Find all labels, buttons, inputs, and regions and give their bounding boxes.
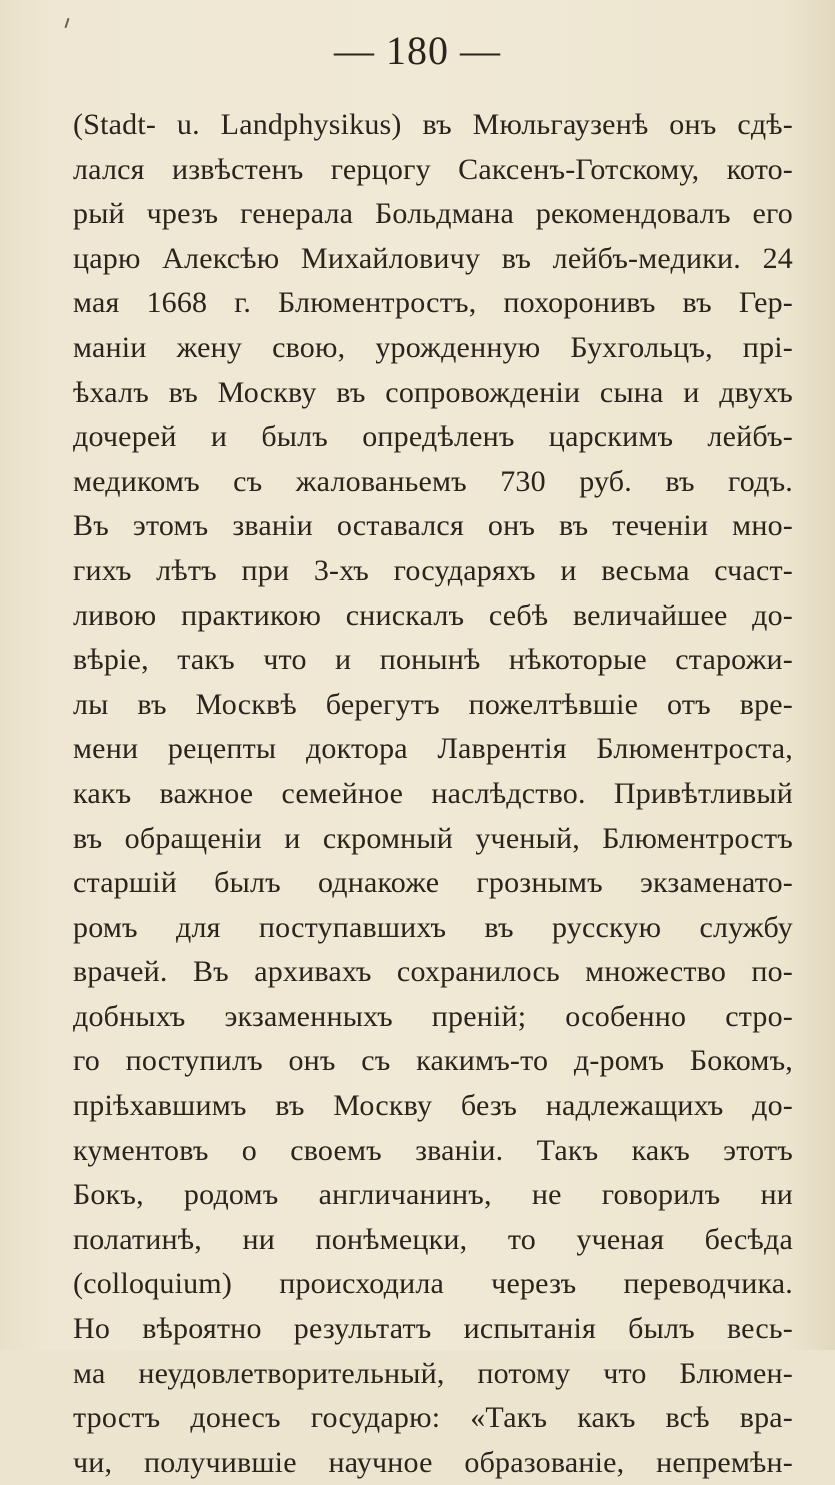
text-line: ливою практикою снискалъ себѣ величайшее до- [73,598,793,632]
text-line: добныхъ экзаменныхъ преній; особенно стро- [73,999,793,1033]
text-line: мени рецепты доктора Лаврентія Блюментроста, [73,732,793,766]
text-line: Но вѣроятно результатъ испытанія былъ весь- [73,1312,793,1346]
text-line: полатинѣ, ни понѣмецки, то ученая бесѣда [73,1222,793,1256]
text-line: лы въ Москвѣ берегутъ пожелтѣвшіе отъ вре- [73,687,793,721]
text-line: мая 1668 г. Блюментростъ, похоронивъ въ Гер- [73,286,793,320]
text-line: маніи жену свою, урожденную Бухгольцъ, прі- [73,330,793,364]
text-line: царю Алексѣю Михайловичу въ лейбъ-медики. 24 [73,241,793,275]
text-line: дочерей и былъ опредѣленъ царскимъ лейбъ- [73,420,793,454]
text-line: медикомъ съ жалованьемъ 730 руб. въ годъ. [73,464,793,498]
text-line: лался извѣстенъ герцогу Саксенъ-Готскому, кото- [73,152,793,186]
page-number: — 180 — [334,28,501,73]
text-line: вѣріе, такъ что и понынѣ нѣкоторые старожи- [73,643,793,677]
text-line: старшій былъ однакоже грознымъ экзаменато- [73,866,793,900]
text-line: Въ этомъ званіи оставался онъ въ теченіи мно- [73,509,793,543]
text-line: (colloquium) происходила черезъ переводчика. [73,1267,793,1301]
text-line: чи, получившіе научное образованіе, непремѣн- [73,1445,793,1479]
text-line: ромъ для поступавшихъ въ русскую службу [73,910,793,944]
text-line: въ обращеніи и скромный ученый, Блюментростъ [73,821,793,855]
text-line: гихъ лѣтъ при 3-хъ государяхъ и весьма счаст- [73,553,793,587]
text-line: Бокъ, родомъ англичанинъ, не говорилъ ни [73,1178,793,1212]
text-line: врачей. Въ архивахъ сохранилось множество по- [73,955,793,989]
text-line: (Stadt- u. Landphysikus) въ Мюльгаузенѣ онъ сдѣ- [73,108,793,141]
text-line: тростъ донесъ государю: «Такъ какъ всѣ вра- [73,1401,793,1435]
text-line: ма неудовлетворительный, потому что Блюмен- [73,1356,793,1390]
text-line: рый чрезъ генерала Больдмана рекомендовалъ его [73,197,793,231]
text-line: ѣхалъ въ Москву въ сопровожденіи сына и двухъ [73,375,793,409]
text-line: кументовъ о своемъ званіи. Такъ какъ этотъ [73,1133,793,1167]
text-line: го поступилъ онъ съ какимъ-то д-ромъ Бокомъ, [73,1044,793,1078]
margin-mark [65,18,70,28]
text-line: какъ важное семейное наслѣдство. Привѣтливый [73,776,793,810]
body-text [73,103,793,1485]
text-line: пріѣхавшимъ въ Москву безъ надлежащихъ до- [73,1089,793,1123]
